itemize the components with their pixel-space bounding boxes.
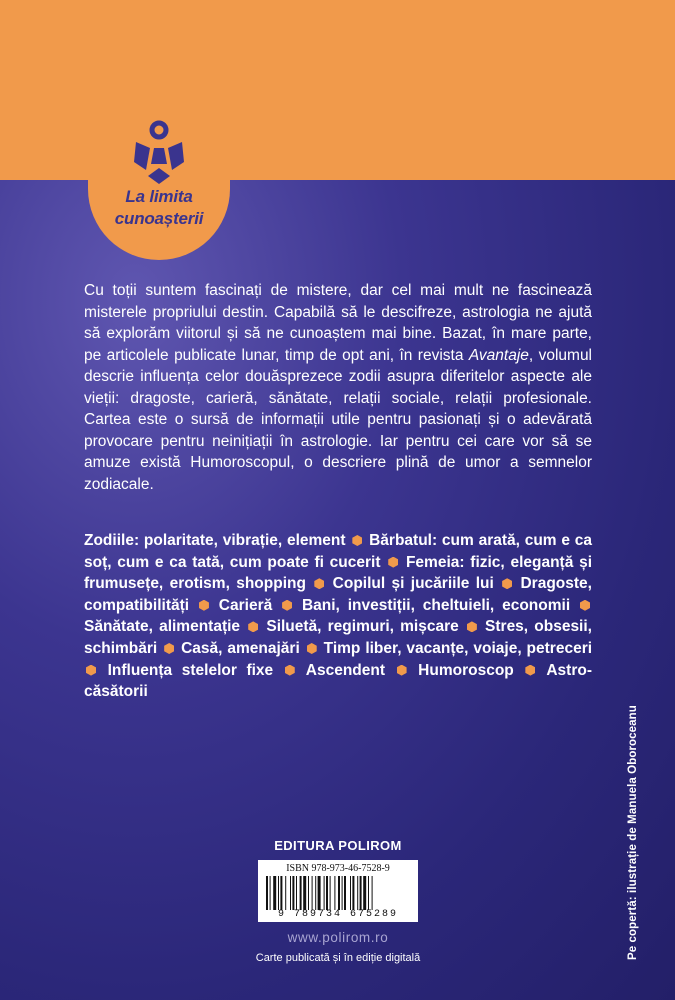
contents-item: Femeia: fizic, eleganță și frumusețe, erotism, shopping bbox=[84, 553, 592, 593]
isbn-number: ISBN 978-973-46-7528-9 bbox=[286, 863, 390, 874]
digital-edition-note: Carte publicată și în ediție digitală bbox=[255, 952, 421, 964]
person-in-circle-logo-icon bbox=[124, 118, 194, 188]
orange-hexagon-icon bbox=[282, 600, 292, 611]
orange-hexagon-icon bbox=[467, 621, 477, 632]
barcode-digits: 9 789734 675289 bbox=[277, 909, 398, 920]
contents-item: Humoroscop bbox=[418, 661, 514, 679]
orange-hexagon-icon bbox=[285, 665, 295, 676]
blurb-part2: , volumul descrie influența celor douăsprezece zodii asupra diferitelor aspecte ale vieții: dragoste, carieră, sănătate, relații sociale, relații profesionale. Cartea este o sursă de informații utile pentru pasionați și o adevărată provocare pentru neinițiații în astrologie. Iar pentru cei care vor să se amuze există Humoroscopul, o descriere plină de umor a semnelor zodiacale. bbox=[84, 346, 593, 493]
magazine-name: Avantaje bbox=[468, 346, 529, 364]
isbn-barcode bbox=[258, 860, 418, 922]
orange-hexagon-icon bbox=[352, 535, 362, 546]
blurb-paragraph bbox=[84, 280, 592, 495]
series-title-line2: cunoașterii bbox=[114, 209, 204, 228]
contents-item: Astro-căsătorii bbox=[84, 661, 592, 701]
orange-hexagon-icon bbox=[397, 665, 407, 676]
contents-item: Casă, amenajări bbox=[181, 639, 300, 657]
publisher-website: www.polirom.ro bbox=[287, 930, 389, 945]
contents-list bbox=[84, 530, 592, 703]
orange-hexagon-icon bbox=[502, 578, 512, 589]
orange-hexagon-icon bbox=[580, 600, 590, 611]
publisher-name: EDITURA POLIROM bbox=[274, 838, 402, 853]
orange-hexagon-icon bbox=[307, 643, 317, 654]
contents-item: Carieră bbox=[218, 596, 273, 614]
blurb-part1: Cu toții suntem fascinați de mistere, dar cel mai mult ne fascinează misterele propriului destin. Capabilă să le descifreze, astrologia ne ajută să explorăm viitorul și să ne cunoaștem mai bine. Bazat, în mare parte, pe articolele publicate lunar, timp de opt ani, în revista bbox=[84, 282, 592, 364]
contents-item: Copilul și jucăriile lui bbox=[332, 575, 494, 593]
orange-hexagon-icon bbox=[314, 578, 324, 589]
orange-hexagon-icon bbox=[388, 557, 398, 568]
contents-item: Stres, obsesii, schimbări bbox=[84, 618, 592, 657]
contents-item: Siluetă, regimuri, mișcare bbox=[266, 618, 459, 636]
series-badge bbox=[88, 90, 230, 260]
contents-item: Influența stelelor fixe bbox=[107, 661, 274, 679]
contents-item: Sănătate, alimentație bbox=[84, 618, 241, 636]
contents-item: Ascendent bbox=[305, 661, 386, 679]
contents-item: Bani, investiții, cheltuieli, economii bbox=[301, 596, 571, 614]
series-title bbox=[88, 186, 230, 230]
orange-hexagon-icon bbox=[525, 665, 535, 676]
cover-illustration-credit: Pe copertă: ilustrație de Manuela Oboroceanu bbox=[627, 705, 639, 960]
contents-item: Timp liber, vacanțe, voiaje, petreceri bbox=[323, 639, 593, 657]
orange-hexagon-icon bbox=[164, 643, 174, 654]
orange-hexagon-icon bbox=[199, 600, 209, 611]
barcode-bars bbox=[264, 876, 412, 910]
contents-item: Zodiile: polaritate, vibrație, element bbox=[84, 532, 346, 549]
contents-item: Dragoste, compatibilități bbox=[84, 575, 592, 614]
orange-hexagon-icon bbox=[248, 621, 258, 632]
series-title-line1: La limita bbox=[125, 187, 193, 206]
contents-item: Bărbatul: cum arată, cum e ca soț, cum e ca tată, cum poate fi cucerit bbox=[84, 532, 592, 571]
orange-hexagon-icon bbox=[86, 665, 96, 676]
